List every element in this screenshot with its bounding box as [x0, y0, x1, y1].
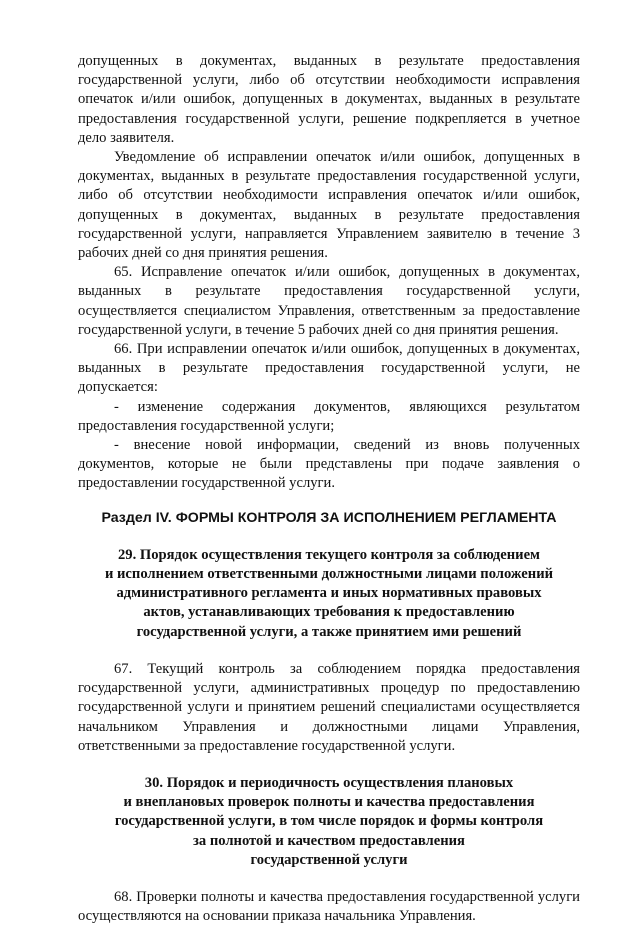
list-item-new-information: - внесение новой информации, сведений из вновь полученных документов, которые не были представлены при подаче заявления о предоставлении государственной услуги.	[78, 437, 580, 492]
heading-29-line: государственной услуги, а также принятием ими решений	[136, 623, 522, 640]
paragraph-68: 68. Проверки полноты и качества предоставления государственной услуги осуществляются на основании приказа начальника Управления.	[78, 888, 580, 925]
paragraph-notification: Уведомление об исправлении опечаток и/или ошибок, допущенных в документах, выданных в результате предоставления государственной услуги, либо об отсутствии необходимости исправления опечаток и/или ошибок, допущенных в документах, выданных в результате предоставления государственной услуги, направляется Управлением заявителю в течение 3 рабочих дней со дня принятия решения.	[78, 149, 580, 262]
document-page	[78, 52, 580, 926]
heading-29-line: актов, устанавливающих требования к предоставлению	[143, 604, 515, 621]
heading-30	[78, 774, 580, 870]
heading-29-line: 29. Порядок осуществления текущего контроля за соблюдением	[118, 546, 540, 563]
heading-29-line: административного регламента и иных нормативных правовых	[116, 585, 542, 602]
paragraph-continuation: допущенных в документах, выданных в результате предоставления государственной услуги, либо об отсутствии необходимости исправления опечаток и/или ошибок, допущенных в документах, выданных в результате предоставления государственной услуги, решение подкрепляется в учетное дело заявителя.	[78, 53, 580, 146]
list-item-change-content: - изменение содержания документов, являющихся результатом предоставления государственной услуги;	[78, 398, 580, 434]
heading-30-line: государственной услуги, в том числе порядок и формы контроля	[114, 813, 544, 830]
heading-29-line: и исполнением ответственными должностными лицами положений	[104, 566, 554, 583]
section-title: Раздел IV. ФОРМЫ КОНТРОЛЯ ЗА ИСПОЛНЕНИЕМ РЕГЛАМЕНТА	[101, 509, 557, 526]
paragraph-66: 66. При исправлении опечаток и/или ошибок, допущенных в документах, выданных в результате предоставления государственной услуги, не допускается:	[78, 341, 580, 396]
heading-29	[78, 546, 580, 642]
heading-30-line: 30. Порядок и периодичность осуществления плановых	[144, 774, 514, 791]
heading-30-line: и внеплановых проверок полноты и качества предоставления	[123, 794, 535, 811]
paragraph-65: 65. Исправление опечаток и/или ошибок, допущенных в документах, выданных в результате предоставления государственной услуги, осуществляется специалистом Управления, ответственным за предоставление государственной услуги, в течение 5 рабочих дней со дня принятия решения.	[78, 264, 580, 338]
paragraph-67: 67. Текущий контроль за соблюдением порядка предоставления государственной услуги, административных процедур по предоставлению государственной услуги и принятием решений специалистами осуществляется начальником Управления и должностными лицами Управления, ответственными за предоставление государственной услуги.	[78, 660, 580, 754]
heading-30-line: государственной услуги	[250, 851, 408, 868]
heading-30-line: за полнотой и качеством предоставления	[193, 832, 465, 849]
